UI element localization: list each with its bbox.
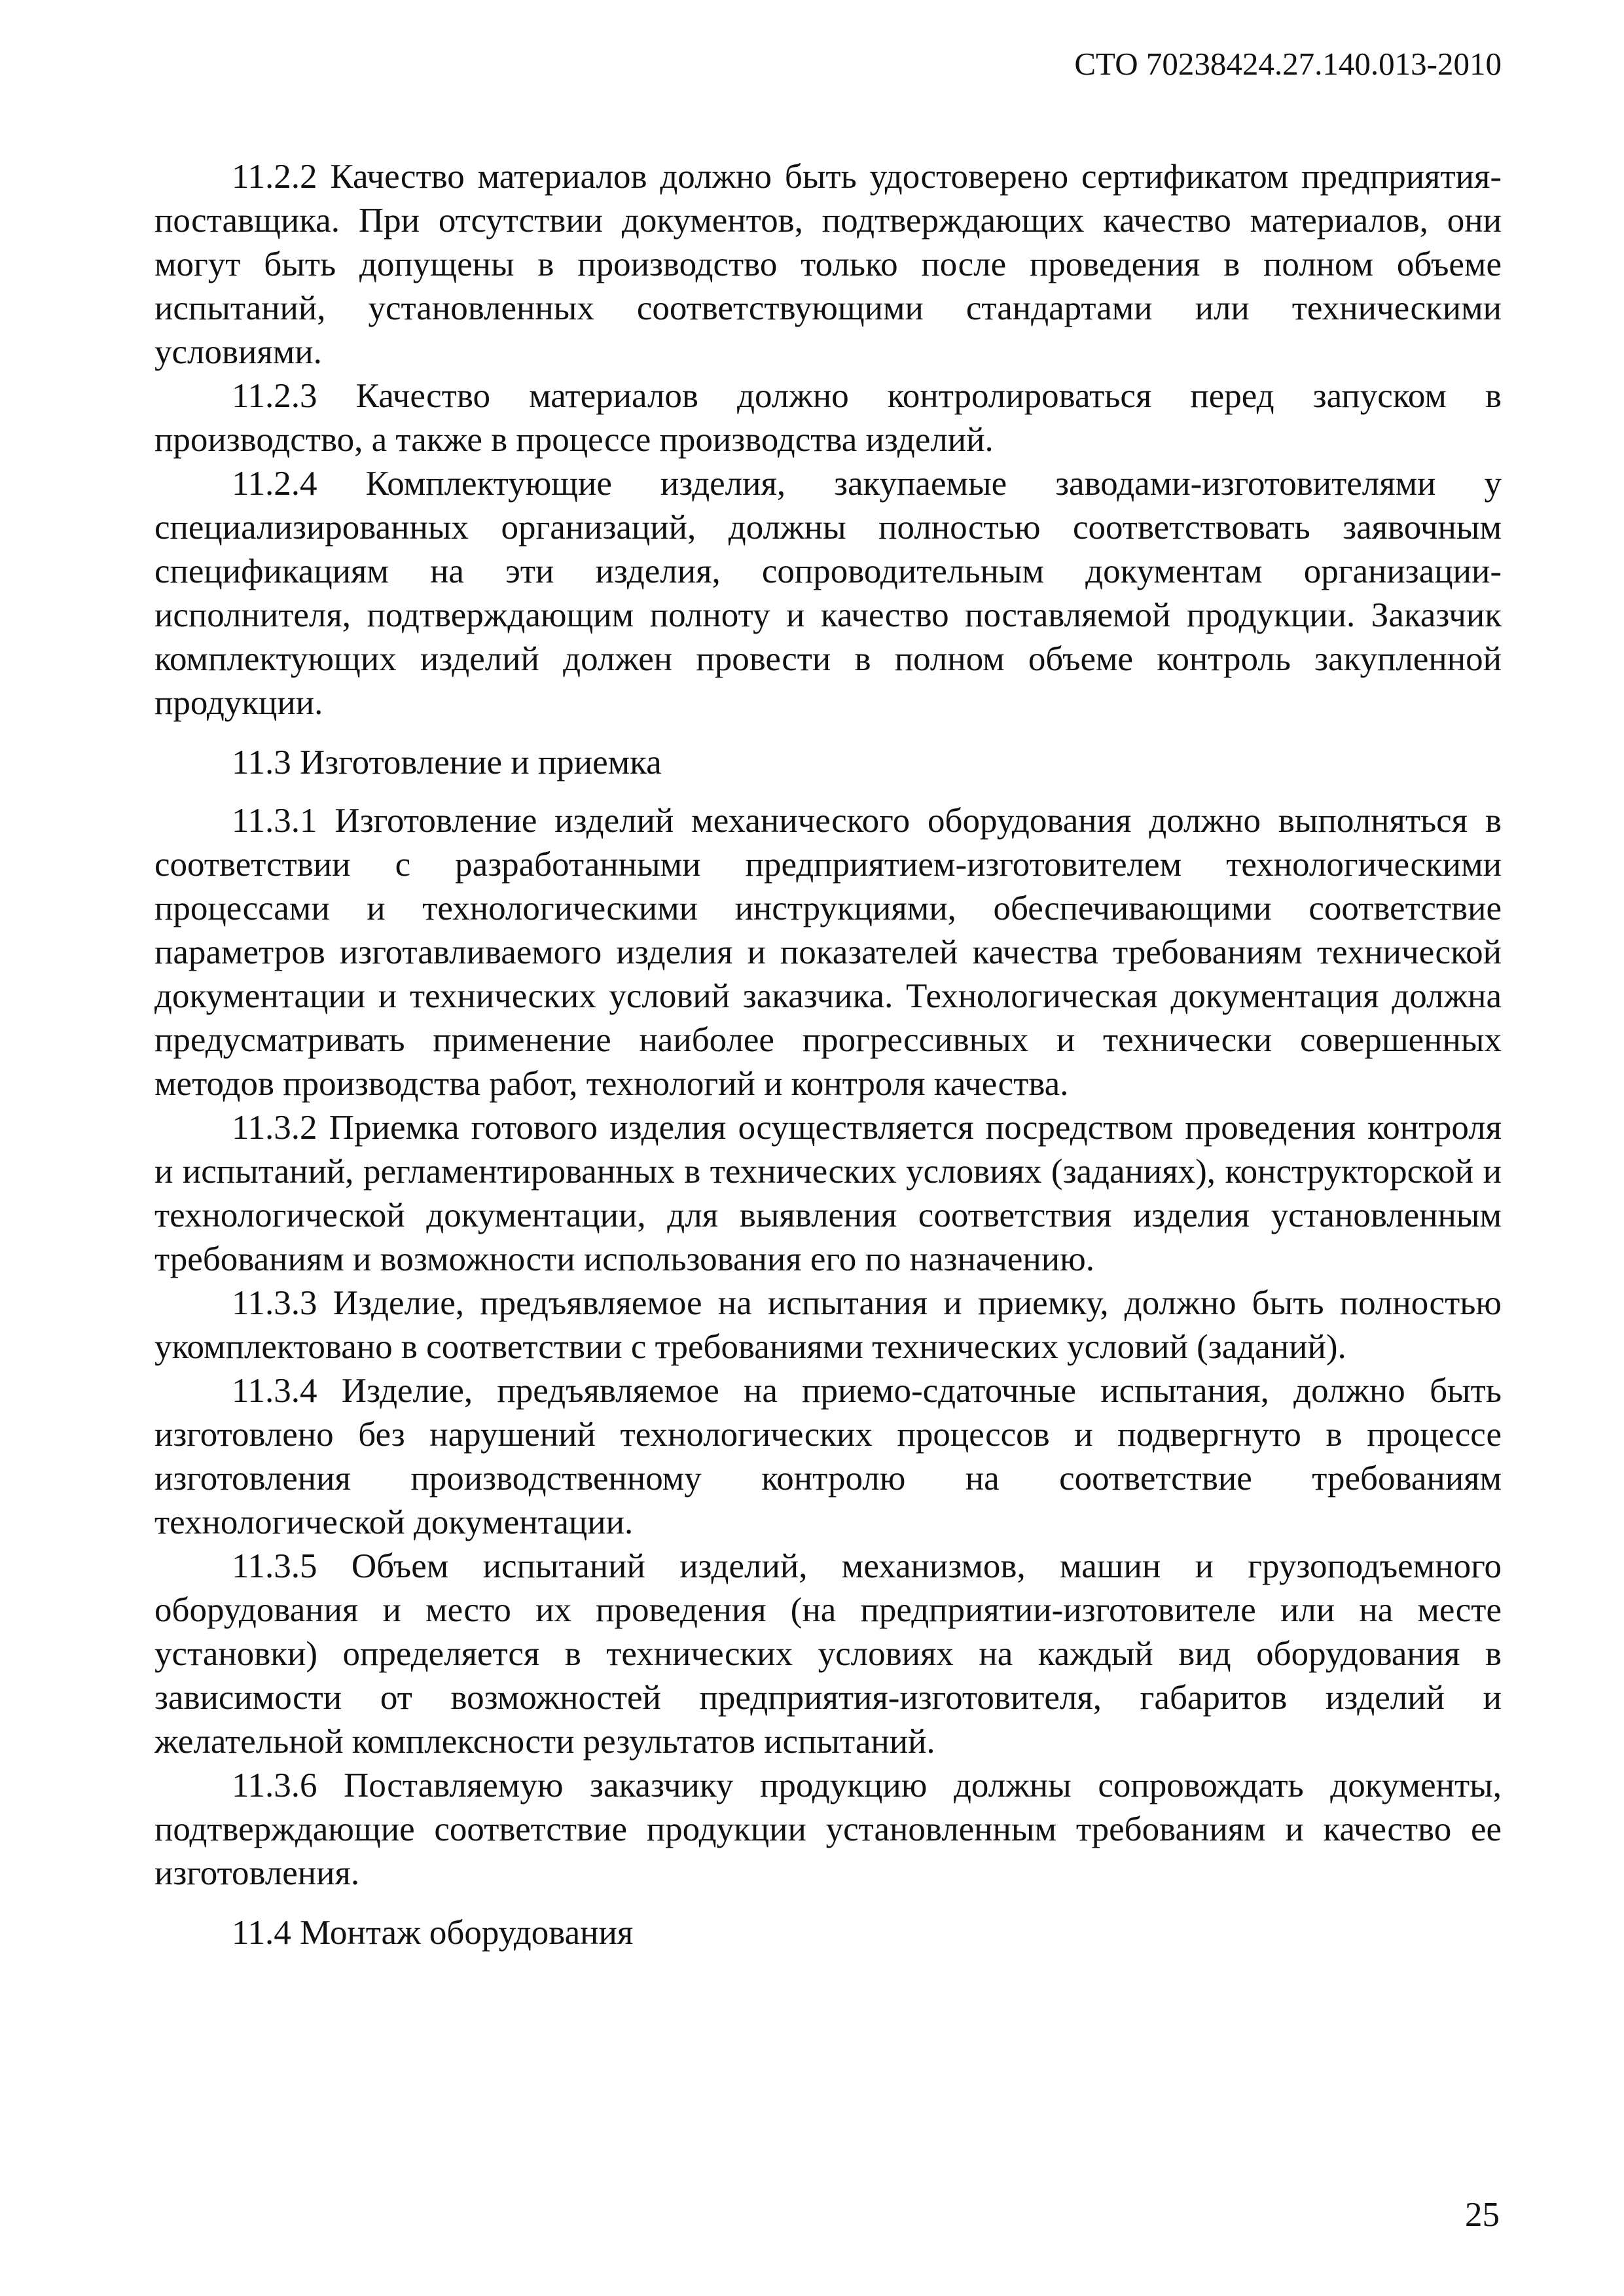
paragraph-11-3-4: 11.3.4 Изделие, предъявляемое на приемо-сдаточные испытания, должно быть изготовлено без нарушений технологических процессов и подвергнуто в процессе изготовления производственному контролю на соответствие требованиям технологической документации. bbox=[154, 1372, 1502, 1541]
paragraph-11-3-3: 11.3.3 Изделие, предъявляемое на испытания и приемку, должно быть полностью укомплектовано в соответствии с требованиями технических условий (заданий). bbox=[154, 1284, 1502, 1366]
paragraph-11-2-2: 11.2.2 Качество материалов должно быть удостоверено сертификатом предприятия-поставщика. При отсутствии документов, подтверждающих качество материалов, они могут быть допущены в производство только после проведения в полном объеме испытаний, установленных соответствующими стандартами или техническими условиями. bbox=[154, 158, 1502, 371]
paragraph-11-2-4: 11.2.4 Комплектующие изделия, закупаемые заводами-изготовителями у специализированных организаций, должны полностью соответствовать заявочным спецификациям на эти изделия, сопроводительным документам организации-исполнителя, подтверждающим полноту и качество поставляемой продукции. Заказчик комплектующих изделий должен провести в полном объеме контроль закупленной продукции. bbox=[154, 465, 1502, 722]
paragraph-11-3-6: 11.3.6 Поставляемую заказчику продукцию должны сопровождать документы, подтверждающие соответствие продукции установленным требованиям и качество ее изготовления. bbox=[154, 1767, 1502, 1892]
section-heading-11-4: 11.4 Монтаж оборудования bbox=[232, 1914, 634, 1952]
paragraph-11-3-1: 11.3.1 Изготовление изделий механического оборудования должно выполняться в соответствии с разработанными предприятием-изготовителем технологическими процессами и технологическими инструкциями, обеспечивающими соответствие параметров изготавливаемого изделия и показателей качества требованиям технической документации и технических условий заказчика. Технологическая документация должна предусматривать применение наиболее прогрессивных и технически совершенных методов производства работ, технологий и контроля качества. bbox=[154, 802, 1502, 1103]
page-content bbox=[154, 155, 1502, 1969]
page-number: 25 bbox=[1465, 2196, 1500, 2234]
paragraph-11-3-2: 11.3.2 Приемка готового изделия осуществляется посредством проведения контроля и испытаний, регламентированных в технических условиях (заданиях), конструкторской и технологической документации, для выявления соответствия изделия установленным требованиям и возможности использования его по назначению. bbox=[154, 1109, 1502, 1278]
section-heading-11-3: 11.3 Изготовление и приемка bbox=[232, 744, 662, 781]
paragraph-11-3-5: 11.3.5 Объем испытаний изделий, механизмов, машин и грузоподъемного оборудования и место их проведения (на предприятии-изготовителе или на месте установки) определяется в технических условиях на каждый вид оборудования в зависимости от возможностей предприятия-изготовителя, габаритов изделий и желательной комплексности результатов испытаний. bbox=[154, 1547, 1502, 1761]
paragraph-11-2-3: 11.2.3 Качество материалов должно контролироваться перед запуском в производство, а также в процессе производства изделий. bbox=[154, 377, 1502, 459]
document-code: СТО 70238424.27.140.013-2010 bbox=[1074, 46, 1502, 82]
